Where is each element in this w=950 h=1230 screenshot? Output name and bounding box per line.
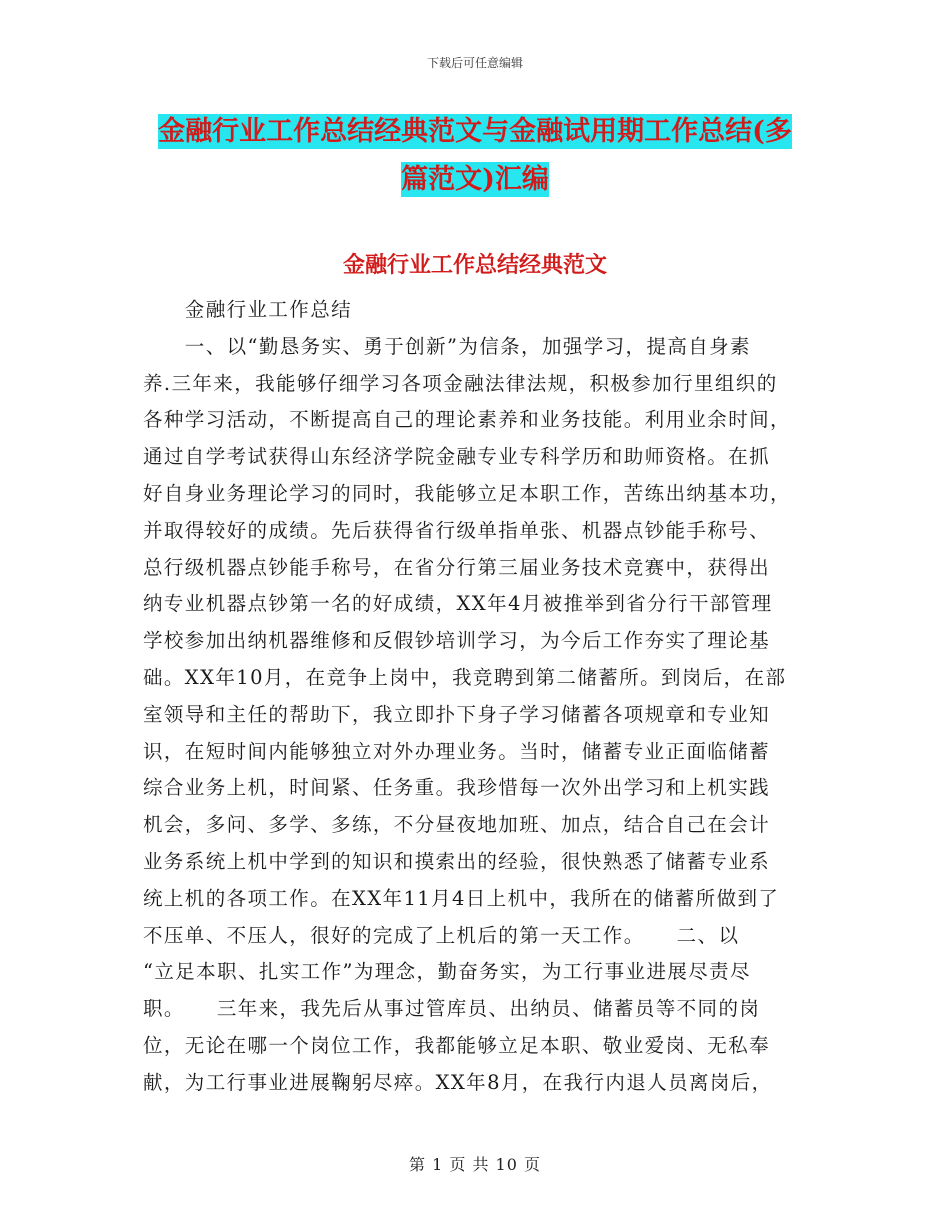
document-title	[0, 108, 950, 204]
document-title-line-2: 篇范文)汇编	[401, 164, 549, 195]
section-title: 金融行业工作总结经典范文	[342, 252, 607, 278]
body-line: 识，在短时间内能够独立对外办理业务。当时，储蓄专业正面临储蓄	[143, 739, 771, 763]
body-line: 础。XX年10月，在竞争上岗中，我竞聘到第二储蓄所。到岗后，在部	[143, 665, 787, 689]
body-line: 一、以“勤恳务实、勇于创新”为信条，加强学习，提高自身素	[143, 334, 751, 358]
body-line: 机会，多问、多学、多练，不分昼夜地加班、加点，结合自己在会计	[143, 813, 771, 837]
body-line: 通过自学考试获得山东经济学院金融专业专科学历和助师资格。在抓	[143, 445, 771, 469]
body-line: 统上机的各项工作。在XX年11月4日上机中，我所在的储蓄所做到了	[143, 886, 780, 910]
body-line: 职。 三年来，我先后从事过管库员、出纳员、储蓄员等不同的岗	[143, 997, 761, 1021]
body-line: 室领导和主任的帮助下，我立即扑下身子学习储蓄各项规章和专业知	[143, 702, 771, 726]
body-line: 综合业务上机，时间紧、任务重。我珍惜每一次外出学习和上机实践	[143, 776, 771, 800]
body-line: 献，为工行事业进展鞠躬尽瘁。XX年8月，在我行内退人员离岗后，	[143, 1070, 773, 1094]
body-line: 学校参加出纳机器维修和反假钞培训学习，为今后工作夯实了理论基	[143, 629, 771, 653]
body-line: 纳专业机器点钞第一名的好成绩，XX年4月被推举到省分行干部管理	[143, 592, 773, 616]
body-line: 不压单、不压人，很好的完成了上机后的第一天工作。 二、以	[143, 923, 740, 947]
body-line: 总行级机器点钞能手称号，在省分行第三届业务技术竞赛中，获得出	[143, 555, 771, 579]
body-line: 养.三年来，我能够仔细学习各项金融法律法规，积极参加行里组织的	[143, 371, 778, 395]
body-line: 各种学习活动，不断提高自己的理论素养和业务技能。利用业余时间，	[143, 408, 791, 432]
body-line: 位，无论在哪一个岗位工作，我都能够立足本职、敬业爱岗、无私奉	[143, 1033, 771, 1057]
body-line: 好自身业务理论学习的同时，我能够立足本职工作，苦练出纳基本功，	[143, 481, 791, 505]
body-line: 金融行业工作总结	[143, 298, 353, 321]
body-text	[143, 292, 808, 1102]
page-header-note: 下载后可任意编辑	[426, 56, 523, 70]
document-title-line-1: 金融行业工作总结经典范文与金融试用期工作总结(多	[158, 116, 792, 147]
page-footer: 第 1 页 共 10 页	[409, 1155, 541, 1174]
body-line: “立足本职、扎实工作”为理念，勤奋务实，为工行事业进展尽责尽	[143, 960, 751, 984]
body-line: 业务系统上机中学到的知识和摸索出的经验，很快熟悉了储蓄专业系	[143, 849, 771, 873]
body-line: 并取得较好的成绩。先后获得省行级单指单张、机器点钞能手称号、	[143, 518, 771, 542]
